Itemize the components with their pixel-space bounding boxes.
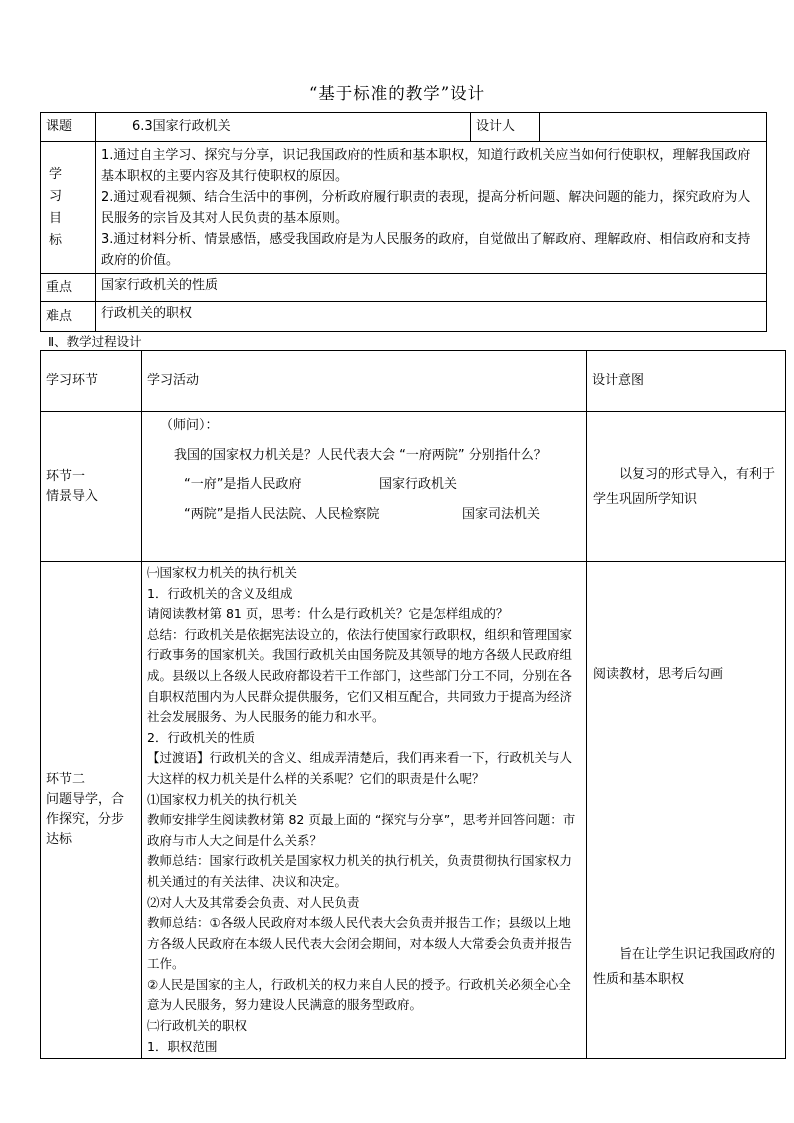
designer-value xyxy=(540,113,767,142)
objectives-label-char: 标 xyxy=(49,232,63,248)
header-intent: 设计意图 xyxy=(587,351,786,412)
intent-1 xyxy=(587,412,786,562)
stage-2-line: 问题导学，合作探究，分步达标 xyxy=(46,792,125,848)
stage-1 xyxy=(41,412,142,562)
activity-2 xyxy=(142,562,587,1059)
intent-2-first: 阅读教材，思考后勾画 xyxy=(593,667,724,682)
document-title: “基于标准的教学”设计 xyxy=(308,84,486,103)
header-stage: 学习环节 xyxy=(41,351,142,412)
intent-2-second: 旨在让学生识记我国政府的性质和基本职权 xyxy=(593,947,776,987)
answer-row-1 xyxy=(148,475,580,495)
stage-1-line: 情景导入 xyxy=(46,488,99,504)
answer-1-left: “一府”是指人民政府 xyxy=(184,477,302,492)
header-table xyxy=(40,112,767,332)
course-value: 6.3国家行政机关 xyxy=(96,113,471,142)
stage-2-line: 环节二 xyxy=(46,772,86,788)
section-title: Ⅱ、教学过程设计 xyxy=(48,334,142,349)
intent-2 xyxy=(587,562,786,1059)
objectives-label-char: 学 xyxy=(49,166,63,182)
key-value: 国家行政机关的性质 xyxy=(96,274,767,302)
difficulty-label: 难点 xyxy=(41,302,96,332)
objective-item: 2.通过观看视频、结合生活中的事例，分析政府履行职责的表现，提高分析问题、解决问题的能力，探究政府为人民服务的宗旨及其对人民负责的基本原则。 xyxy=(101,190,751,226)
objective-item: 3.通过材料分析、情景感悟，感受我国政府是为人民服务的政府，自觉做出了解政府、理解政府、相信政府和支持政府的价值。 xyxy=(101,232,751,268)
process-table xyxy=(40,350,786,1059)
activity-line: ㈠国家权力机关的执行机关 xyxy=(147,565,298,580)
teacher-ask: （师问）： xyxy=(160,418,219,433)
objectives-label-char: 习 xyxy=(49,188,63,204)
intent-1-text: 以复习的形式导入，有利于学生巩固所学知识 xyxy=(593,466,776,507)
answer-2-left: “两院”是指人民法院、人民检察院 xyxy=(184,507,380,522)
objective-item: 1.通过自主学习、探究与分享，识记我国政府的性质和基本职权，知道行政机关应当如何行使职权，理解我国政府基本职权的主要内容及其行使职权的原因。 xyxy=(101,148,751,184)
stage-1-line: 环节一 xyxy=(46,468,86,484)
designer-label: 设计人 xyxy=(471,113,540,142)
activity-line: ⑵对人大及其常委会负责、对人民负责 xyxy=(147,894,360,910)
difficulty-value: 行政机关的职权 xyxy=(96,302,767,332)
activity-line: 【过渡语】行政机关的含义、组成弄清楚后，我们再来看一下，行政机关与人大这样的权力机关是什么样的关系呢？它们的职责是什么呢？ xyxy=(147,750,573,786)
answer-1-right: 国家行政机关 xyxy=(379,477,458,492)
activity-line: 教师安排学生阅读教材第 82 页最上面的 “探究与分享”，思考并回答问题：市政府与市人大之间是什么关系？ xyxy=(147,812,576,848)
objectives-label-char: 目 xyxy=(49,210,63,226)
activity-line: 教师总结：国家行政机关是国家权力机关的执行机关，负责贯彻执行国家权力机关通过的有关法律、决议和决定。 xyxy=(147,853,573,889)
objectives-label xyxy=(41,142,96,274)
activity-line: ②人民是国家的主人，行政机关的权力来自人民的授予。行政机关必须全心全意为人民服务，努力建设人民满意的服务型政府。 xyxy=(147,976,571,1013)
activity-line: 请阅读教材第 81 页，思考：什么是行政机关？它是怎样组成的？ xyxy=(147,606,509,622)
answer-row-2 xyxy=(148,505,580,525)
activity-line: ㈡行政机关的职权 xyxy=(147,1018,248,1034)
answer-2-right: 国家司法机关 xyxy=(462,507,541,522)
activity-line: ⑴国家权力机关的执行机关 xyxy=(147,791,298,807)
key-label: 重点 xyxy=(41,274,96,302)
objectives-content xyxy=(96,142,767,274)
stage-2 xyxy=(41,562,142,1059)
activity-line: 1．行政机关的含义及组成 xyxy=(147,585,293,601)
course-label: 课题 xyxy=(41,113,96,142)
header-activity: 学习活动 xyxy=(142,351,587,412)
review-question: 我国的国家权力机关是？人民代表大会 “一府两院” 分别指什么？ xyxy=(174,448,547,463)
activity-line: 1．职权范围 xyxy=(147,1038,218,1054)
activity-line: 总结：行政机关是依据宪法设立的，依法行使国家行政职权，组织和管理国家行政事务的国家机关。我国行政机关由国务院及其领导的地方各级人民政府组成。县级以上各级人民政府都设若干工作部门，这些部门分工不同，分别在各自职权范围内为人民群众提供服务，它们又相互配合，共同致力于提高为经济社会发展服务、为人民服务的能力和水平。 xyxy=(147,626,573,725)
activity-1 xyxy=(142,412,587,562)
activity-line: 2．行政机关的性质 xyxy=(147,729,255,745)
activity-line: 教师总结：①各级人民政府对本级人民代表大会负责并报告工作；县级以上地方各级人民政府在本级人民代表大会闭会期间，对本级人大常委会负责并报告工作。 xyxy=(147,915,573,972)
